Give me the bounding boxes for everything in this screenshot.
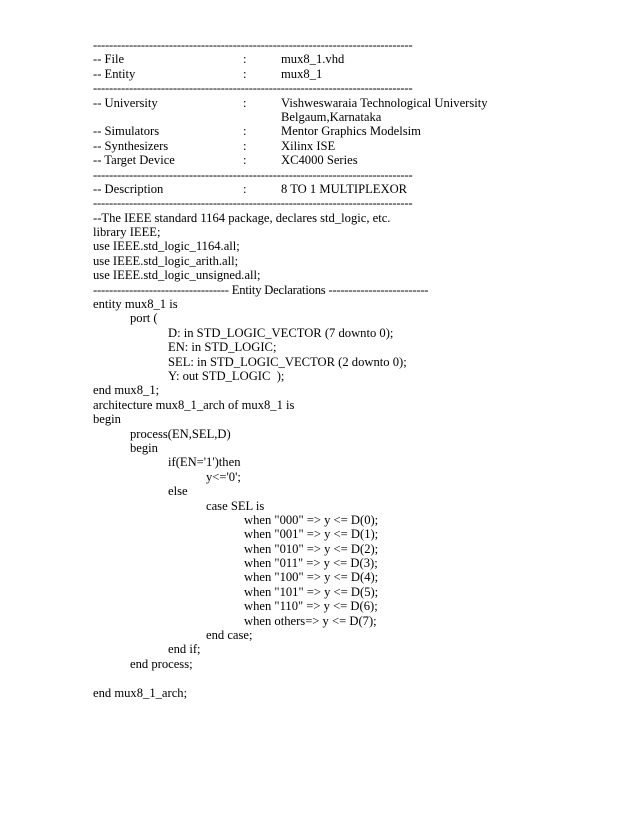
- vhdl-document: [93, 38, 613, 700]
- file-colon: :: [243, 52, 247, 67]
- code-if-en: if(EN='1')then: [168, 455, 241, 470]
- code-process-begin: begin: [130, 440, 158, 455]
- simulators-key: -- Simulators: [93, 124, 160, 139]
- code-when-011: when "011" => y <= D(3);: [244, 556, 378, 571]
- code-port-d: D: in STD_LOGIC_VECTOR (7 downto 0);: [168, 325, 394, 340]
- code-port-y: Y: out STD_LOGIC );: [168, 368, 285, 383]
- university-value: Vishweswaraia Technological University: [281, 95, 488, 110]
- code-library: library IEEE;: [93, 225, 161, 240]
- header-rule-3: --------------------------------------------------------------------------------: [93, 167, 413, 182]
- code-when-001: when "001" => y <= D(1);: [244, 527, 379, 542]
- header-row-synthesizers: [93, 139, 613, 153]
- header-row-target-device: [93, 153, 613, 167]
- target-device-value: XC4000 Series: [281, 153, 358, 168]
- target-device-key: -- Target Device: [93, 153, 175, 168]
- header-row-university-cont: [93, 110, 613, 124]
- code-begin: begin: [93, 412, 121, 427]
- header-row-description: [93, 182, 613, 196]
- code-process: process(EN,SEL,D): [130, 426, 231, 441]
- header-rule-4: --------------------------------------------------------------------------------: [93, 196, 413, 211]
- code-port-en: EN: in STD_LOGIC;: [168, 340, 277, 355]
- code-else: else: [168, 484, 188, 499]
- code-port-open: port (: [130, 311, 158, 326]
- university-key: -- University: [93, 95, 158, 110]
- code-port-sel: SEL: in STD_LOGIC_VECTOR (2 downto 0);: [168, 354, 407, 369]
- entity-value: mux8_1: [281, 66, 323, 81]
- synthesizers-value: Xilinx ISE: [281, 138, 336, 153]
- synthesizers-key: -- Synthesizers: [93, 138, 169, 153]
- description-value: 8 TO 1 MULTIPLEXOR: [281, 181, 408, 196]
- blank-line: [93, 671, 613, 685]
- code-y-zero: y<='0';: [206, 469, 241, 484]
- header-row-simulators: [93, 124, 613, 138]
- header-row-entity: [93, 67, 613, 81]
- header-row-university: [93, 96, 613, 110]
- entity-declarations-rule: ---------------------------------- Entity Declarations -------------------------: [93, 282, 429, 297]
- entity-key: -- Entity: [93, 66, 136, 81]
- code-comment: --The IEEE standard 1164 package, declares std_logic, etc.: [93, 210, 391, 225]
- file-key: -- File: [93, 52, 125, 67]
- code-arch-end: end mux8_1_arch;: [93, 685, 188, 700]
- code-when-100: when "100" => y <= D(4);: [244, 570, 379, 585]
- university-colon: :: [243, 95, 247, 110]
- code-use-arith: use IEEE.std_logic_arith.all;: [93, 253, 239, 268]
- code-entity-start: entity mux8_1 is: [93, 297, 178, 312]
- code-end-if: end if;: [168, 642, 201, 657]
- code-case-sel: case SEL is: [206, 498, 265, 513]
- code-when-101: when "101" => y <= D(5);: [244, 584, 379, 599]
- code-end-case: end case;: [206, 628, 253, 643]
- simulators-colon: :: [243, 124, 247, 139]
- code-arch-start: architecture mux8_1_arch of mux8_1 is: [93, 397, 295, 412]
- code-use-1164: use IEEE.std_logic_1164.all;: [93, 239, 240, 254]
- description-colon: :: [243, 181, 247, 196]
- header-rule-2: --------------------------------------------------------------------------------: [93, 81, 413, 96]
- header-row-file: [93, 52, 613, 66]
- code-when-110: when "110" => y <= D(6);: [244, 599, 378, 614]
- entity-colon: :: [243, 66, 247, 81]
- code-when-others: when others=> y <= D(7);: [244, 613, 377, 628]
- description-key: -- Description: [93, 181, 164, 196]
- header-rule-1: --------------------------------------------------------------------------------: [93, 38, 413, 52]
- university-value-2: Belgaum,Karnataka: [281, 109, 382, 124]
- code-use-unsigned: use IEEE.std_logic_unsigned.all;: [93, 268, 261, 283]
- code-when-010: when "010" => y <= D(2);: [244, 541, 379, 556]
- code-end-process: end process;: [130, 656, 193, 671]
- code-when-000: when "000" => y <= D(0);: [244, 512, 379, 527]
- target-device-colon: :: [243, 153, 247, 168]
- synthesizers-colon: :: [243, 138, 247, 153]
- code-entity-end: end mux8_1;: [93, 383, 160, 398]
- file-value: mux8_1.vhd: [281, 52, 345, 67]
- simulators-value: Mentor Graphics Modelsim: [281, 124, 421, 139]
